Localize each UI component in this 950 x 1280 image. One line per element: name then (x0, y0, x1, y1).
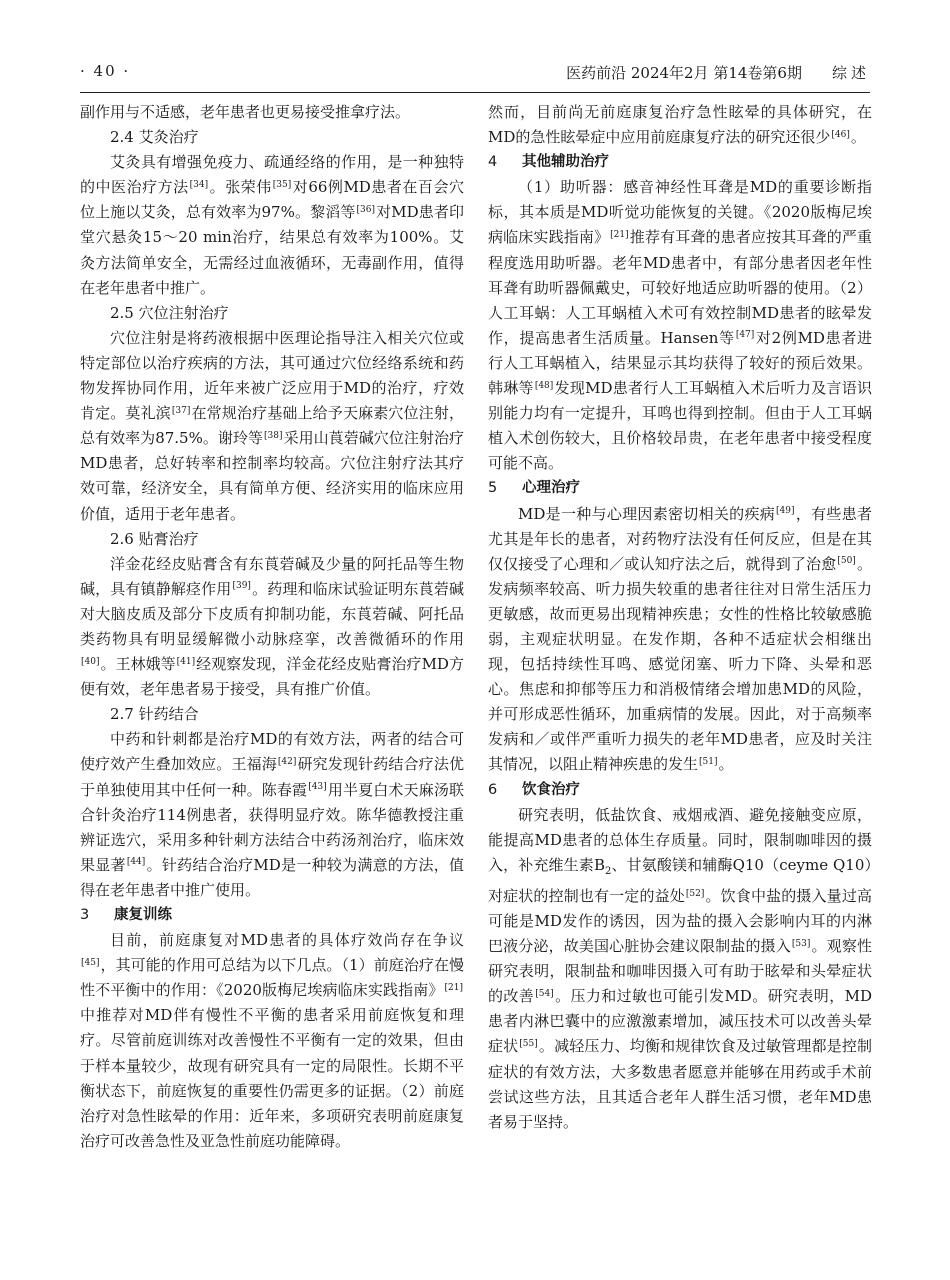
subsection-2-7-heading: 2.7 针药结合 (110, 705, 199, 724)
citation: [52] (685, 888, 705, 899)
journal-issue: 医药前沿 2024年2月 第14卷第6期 (566, 64, 802, 82)
citation: [53] (791, 938, 811, 949)
paragraph: 艾灸具有增强免疫力、疏通经络的作用，是一种独特的中医治疗方法[34]。张荣伟[35]对66例MD患者在百会穴位上施以艾灸，总有效率为97%。黎滔等[36]对MD患者印堂穴悬灸15～20 min治疗，结果总有效率为100%。艾灸方法简单安全，无需经过血液循环，无毒副作用，值得在老年患者中推广。 (80, 153, 465, 297)
paragraph: 研究表明，低盐饮食、戒烟戒酒、避免接触变应原，能提高MD患者的总体生存质量。同时，限制咖啡因的摄入，补充维生素$B_2$、甘氨酸镁和辅酶Q10（ceyme Q10）对症状的控制也有一定的益处[52]。饮食中盐的摄入量过高可能是MD发作的诱因，因为盐的摄入会影响内耳的内淋巴液分泌，故美国心脏协会建议限制盐的摄入[53]。观察性研究表明，限制盐和咖啡因摄入可有助于眩晕和头晕症状的改善[54]。压力和过敏也可能引发MD。研究表明，MD患者内淋巴囊中的应激激素增加，减压技术可以改善头晕症状[55]。减轻压力、均衡和规律饮食及过敏管理都是控制症状的有效方法，大多数患者愿意并能够在用药或手术前尝试这些方法，且其适合老年人群生活习惯，老年MD患者易于坚持。 (488, 805, 873, 1131)
left-column (80, 100, 464, 1154)
journal-info (566, 62, 870, 83)
citation: [42] (277, 757, 297, 768)
citation: [44] (126, 857, 146, 868)
paragraph: 穴位注射是将药液根据中医理论指导注入相关穴位或特定部位以治疗疾病的方法，其可通过穴位经络系统和药物发挥协同作用，近年来被广泛应用于MD的治疗，疗效肯定。莫礼滨[37]在常规治疗基础上给予天麻素穴位注射，总有效率为87.5%。谢玲等[38]采用山莨菪碱穴位注射治疗MD患者，总好转率和控制率均较高。穴位注射疗法其疗效可靠，经济安全，具有简单方便、经济实用的临床应用价值，适用于老年患者。 (80, 328, 464, 523)
citation: [41] (176, 656, 196, 667)
paragraph: 中药和针刺都是治疗MD的有效方法，两者的结合可使疗效产生叠加效应。王福海[42]研究发现针药结合疗法优于单独使用其中任何一种。陈春霞[43]用半夏白术天麻汤联合针灸治疗114例患者，获得明显疗效。陈华德教授注重辨证选穴，采用多种针刺方法结合中药汤剂治疗，临床效果显著[44]。针药结合治疗MD是一种较为满意的方法，值得在老年患者中推广使用。 (80, 730, 464, 899)
citation: [38] (264, 430, 283, 441)
citation: [49] (776, 506, 795, 517)
paragraph: （1）助听器：感音神经性耳聋是MD的重要诊断指标，其本质是MD听觉功能恢复的关键。《2020版梅尼埃病临床实践指南》[21]推荐有耳聋的患者应按其耳聋的严重程度选用助听器。老年MD患者中，有部分患者因老年性耳聋有助听器佩戴史，可较好地适应助听器的使用。（2）人工耳蜗：人工耳蜗植入术可有效控制MD患者的眩晕发作，提高患者生活质量。Hansen等[47]对2例MD患者进行人工耳蜗植入，结果显示其均获得了较好的预后效果。韩琳等[48]发现MD患者行人工耳蜗植入术后听力及言语识别能力均有一定提升，耳鸣也得到控制。但由于人工耳蜗植入术创伤较大，且价格较昂贵，在老年患者中接受程度可能不高。 (488, 178, 873, 473)
citation: [51] (699, 757, 718, 768)
citation: [21] (610, 230, 629, 241)
section-6-heading: 6 饮食治疗 (488, 781, 580, 798)
section-4-heading: 4 其他辅助治疗 (488, 154, 609, 171)
page-number: · 40 · (80, 62, 131, 80)
citation: [54] (535, 988, 554, 999)
citation: [37] (171, 405, 191, 416)
citation: [55] (519, 1039, 538, 1050)
citation: [21] (444, 982, 463, 993)
page-header (80, 62, 870, 88)
header-rule (80, 92, 870, 93)
subsection-2-5-heading: 2.5 穴位注射治疗 (110, 303, 229, 322)
subsection-2-6-heading: 2.6 贴膏治疗 (110, 529, 199, 548)
paragraph: 然而，目前尚无前庭康复治疗急性眩晕的具体研究，在MD的急性眩晕症中应用前庭康复疗法的研究还很少[46]。 (488, 103, 872, 147)
right-column (488, 100, 872, 1135)
citation: [43] (308, 782, 327, 793)
section-5-heading: 5 心理治疗 (488, 480, 580, 497)
citation: [48] (534, 380, 554, 391)
subsection-2-4-heading: 2.4 艾灸治疗 (110, 128, 199, 147)
citation: [50] (837, 556, 856, 567)
citation: [40] (81, 656, 100, 667)
paragraph: 副作用与不适感，老年患者也更易接受推拿疗法。 (80, 103, 411, 121)
citation: [39] (232, 581, 251, 592)
citation: [45] (81, 957, 100, 968)
citation: [34] (189, 179, 209, 190)
paragraph: MD是一种与心理因素密切相关的疾病[49]，有些患者尤其是年长的患者，对药物疗法没有任何反应，但是在其仅仅接受了心理和／或认知疗法之后，就得到了治愈[50]。发病频率较高、听力损失较重的患者往往对日常生活压力更敏感，故而更易出现精神疾患；女性的性格比较敏感脆弱，主观症状明显。在发作期，各种不适症状会相继出现，包括持续性耳鸣、感觉闭塞、听力下降、头晕和恶心。焦虑和抑郁等压力和消极情绪会增加患MD的风险，并可形成恶性循环，加重病情的发展。因此，对于高频率发病和／或伴严重听力损失的老年MD患者，应及时关注其情况，以阻止精神疾患的发生[51]。 (488, 504, 872, 774)
paragraph: 目前，前庭康复对MD患者的具体疗效尚存在争议[45]，其可能的作用可总结为以下几点。（1）前庭治疗在慢性不平衡中的作用：《2020版梅尼埃病临床实践指南》[21]中推荐对MD伴有慢性不平衡的患者采用前庭恢复和理疗。尽管前庭训练对改善慢性不平衡有一定的效果，但由于样本量较少，故现有研究具有一定的局限性。长期不平衡状态下，前庭恢复的重要性仍需更多的证据。（2）前庭治疗对急性眩晕的作用：近年来，多项研究表明前庭康复治疗可改善急性及亚急性前庭功能障碍。 (80, 931, 464, 1150)
section-3-heading: 3 康复训练 (80, 907, 172, 923)
citation: [47] (735, 330, 755, 341)
citation: [35] (272, 179, 292, 190)
citation: [46] (831, 129, 850, 140)
citation: [36] (356, 204, 375, 215)
section-label: 综述 (831, 64, 870, 82)
paragraph: 洋金花经皮贴膏含有东莨菪碱及少量的阿托品等生物碱，具有镇静解痉作用[39]。药理和临床试验证明东莨菪碱对大脑皮质及部分下皮质有抑制功能，东莨菪碱、阿托品类药物具有明显缓解微小动脉痉挛，改善微循环的作用[40]。王林娥等[41]经观察发现，洋金花经皮贴膏治疗MD方便有效，老年患者易于接受，具有推广价值。 (80, 554, 464, 699)
